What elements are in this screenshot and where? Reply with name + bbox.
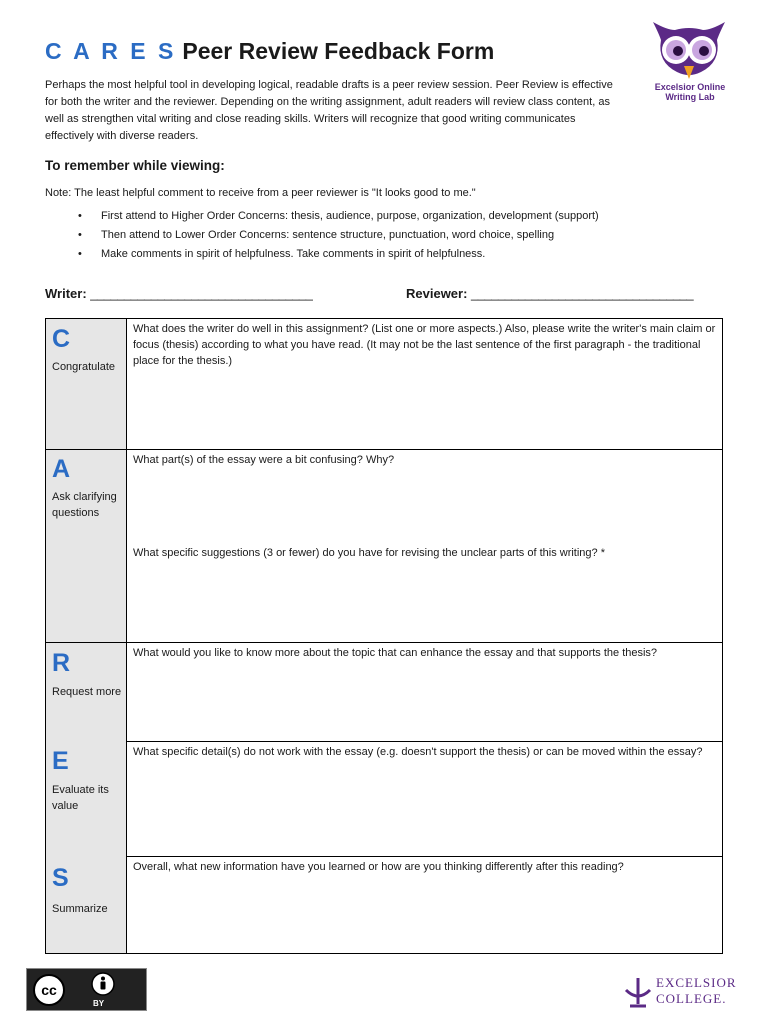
reviewer-label: Reviewer:: [406, 286, 468, 301]
writer-label: Writer:: [45, 286, 87, 301]
intro-paragraph: Perhaps the most helpful tool in developing logical, readable drafts is a peer review session. Peer Review is effective for both the writer and the reviewer. Depending on the writing assignment, adult readers will review class content, as well as strengthen vital writing and close reading skills. Writers will recognize that good writing communicates effectively with diverse readers.: [45, 79, 613, 142]
question-congratulate[interactable]: What does the writer do well in this assignment? (List one or more aspects.) Also, please write the writer's main claim or focus (thesis) according to what you have read. (It may not be the last sentence of the first paragraph - the traditional place for the thesis.): [133, 323, 716, 367]
word-request: Request more: [52, 686, 122, 698]
college-line-1: EXCELSIOR: [656, 975, 737, 990]
list-item: • Make comments in spirit of helpfulness. Take comments in spirit of helpfulness.: [78, 245, 599, 264]
cc-by-badge: [26, 968, 147, 1011]
by-person-icon: [91, 972, 115, 996]
letter-e: E: [52, 747, 69, 775]
letter-column: [46, 319, 127, 953]
cares-table: [45, 318, 723, 954]
word-congratulate: Congratulate: [52, 361, 115, 373]
list-item: • First attend to Higher Order Concerns: thesis, audience, purpose, organization, development (support): [78, 207, 599, 226]
writer-blank-line[interactable]: _________________________________: [90, 286, 313, 301]
owl-logo: Excelsior Online Writing Lab: [644, 16, 734, 106]
concerns-list: [78, 207, 599, 264]
letter-s: S: [52, 864, 69, 892]
question-request[interactable]: What would you like to know more about the topic that can enhance the essay and that supports the thesis?: [133, 647, 658, 659]
reviewer-blank-line[interactable]: _________________________________: [471, 286, 694, 301]
word-evaluate: Evaluate its value: [52, 784, 109, 812]
question-suggestions[interactable]: What specific suggestions (3 or fewer) do you have for revising the unclear parts of this writing? *: [133, 547, 606, 559]
page-title: C A R E S Peer Review Feedback Form: [45, 38, 495, 64]
word-ask: Ask clarifying questions: [52, 491, 117, 519]
row-divider: [46, 449, 722, 450]
by-label: BY: [93, 999, 105, 1008]
question-evaluate[interactable]: What specific detail(s) do not work with the essay (e.g. doesn't support the thesis) or can be moved within the essay?: [133, 746, 703, 758]
owl-icon: [647, 16, 731, 80]
letter-r: R: [52, 649, 71, 677]
row-divider: [46, 642, 722, 643]
college-line-2: COLLEGE.: [656, 991, 727, 1006]
lamp-icon: [622, 974, 654, 1010]
word-summarize: Summarize: [52, 903, 108, 915]
row-divider: [126, 856, 723, 857]
svg-text:cc: cc: [41, 982, 57, 998]
excelsior-college-logo: [622, 972, 752, 1012]
question-summarize[interactable]: Overall, what new information have you learned or how are you thinking differently after this reading?: [133, 861, 624, 873]
question-confusing[interactable]: What part(s) of the essay were a bit confusing? Why?: [133, 454, 395, 466]
writer-field[interactable]: [45, 286, 312, 301]
note-text: Note: The least helpful comment to receive from a peer reviewer is "It looks good to me.": [45, 187, 476, 199]
letter-c: C: [52, 325, 71, 353]
reviewer-field[interactable]: [406, 286, 693, 301]
cc-icon: [32, 973, 66, 1007]
row-divider: [126, 741, 723, 742]
remember-heading: To remember while viewing:: [45, 158, 225, 173]
letter-a: A: [52, 455, 71, 483]
list-item: • Then attend to Lower Order Concerns: sentence structure, punctuation, word choice, spelling: [78, 226, 599, 245]
